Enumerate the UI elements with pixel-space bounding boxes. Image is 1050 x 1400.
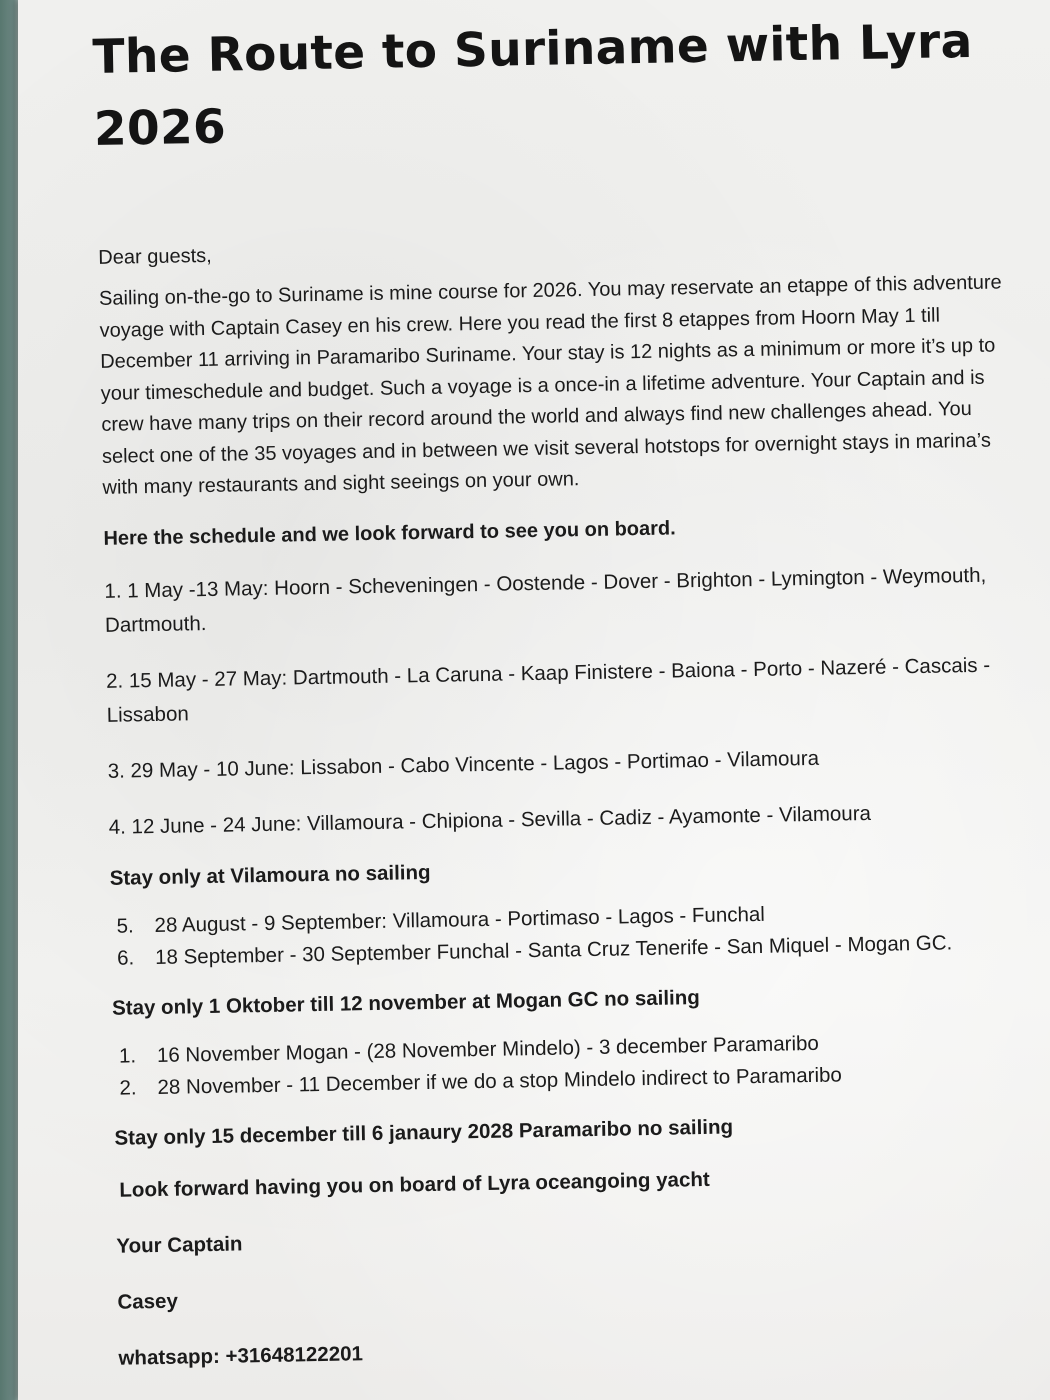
list-number: 6.	[116, 945, 135, 970]
contact-line: whatsapp: +31648122201	[118, 1341, 364, 1370]
list-text: 18 September - 30 September Funchal - Santa Cruz Tenerife - San Miquel - Mogan GC.	[154, 930, 953, 969]
letter-content	[92, 5, 1050, 1372]
schedule-leg-4: 4. 12 June - 24 June: Villamoura - Chipiona - Sevilla - Cadiz - Ayamonte - Vilamoura	[108, 801, 872, 839]
schedule-leg-2: 2. 15 May - 27 May: Dartmouth - La Caruna - Kaap Finistere - Baiona - Porto - Nazeré - Cascais - Lissabon	[105, 653, 991, 727]
list-text: 28 August - 9 September: Villamoura - Portimaso - Lagos - Funchal	[154, 902, 766, 937]
schedule-leg-1: 1. 1 May -13 May: Hoorn - Scheveningen - Oostende - Dover - Brighton - Lymington - Weymouth, Dartmouth.	[104, 563, 987, 637]
stay-note-mogan: Stay only 1 Oktober till 12 november at Mogan GC no sailing	[111, 985, 700, 1020]
schedule-list-b	[108, 893, 1044, 974]
list-number: 2.	[119, 1075, 137, 1100]
salutation: Dear guests,	[98, 244, 212, 269]
printed-letter	[18, 0, 1050, 1400]
closing-line: Look forward having you on board of Lyra oceangoing yacht	[119, 1167, 710, 1202]
list-text: 28 November - 11 December if we do a stop Mindelo indirect to Paramaribo	[157, 1062, 843, 1099]
schedule-list-c	[111, 1023, 1047, 1104]
schedule-heading: Here the schedule and we look forward to see you on board.	[103, 516, 676, 550]
list-number: 1.	[118, 1043, 137, 1068]
letter-title: The Route to Suriname with Lyra 2026	[92, 13, 973, 157]
schedule-leg-3: 3. 29 May - 10 June: Lissabon - Cabo Vincente - Lagos - Portimao - Vilamoura	[107, 746, 820, 783]
list-text: 16 November Mogan - (28 November Mindelo) - 3 december Paramaribo	[156, 1031, 820, 1067]
stay-note-vilamoura: Stay only at Vilamoura no sailing	[109, 860, 431, 890]
stay-note-paramaribo: Stay only 15 december till 6 janaury 2028 Paramaribo no sailing	[114, 1114, 734, 1150]
signoff: Your Captain	[116, 1231, 243, 1258]
captain-name: Casey	[117, 1289, 179, 1314]
intro-paragraph: Sailing on-the-go to Suriname is mine course for 2026. You may reservate an etappe of this adventure voyage with Captain Casey en his crew. Here you read the first 8 etappes from Hoorn May 1 till December 11 arriving in Paramaribo Suriname. Your stay is 12 nights as a minimum or more it’s up to your timeschedule and budget. Such a voyage is a once-in a lifetime adventure. Your Captain and is crew have many trips on their record around the world and always find new challenges ahead. You select one of the 35 voyages and in between we visit several hotstops for overnight stays in marina’s with many restaurants and sight seeings on your own.	[98, 271, 1002, 499]
list-number: 5.	[116, 913, 134, 938]
